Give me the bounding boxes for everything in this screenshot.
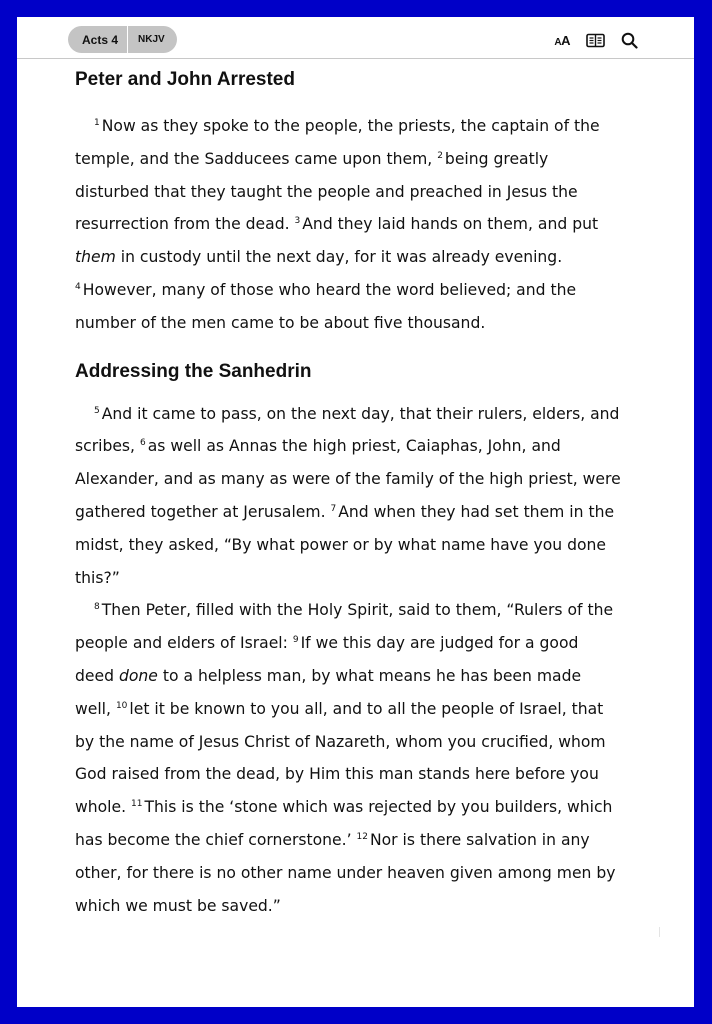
text-line bbox=[75, 594, 650, 627]
verse-text: And they laid hands on them, and put bbox=[302, 215, 599, 234]
verse-text: let it be known to you all, and to all the people of Israel, that bbox=[129, 699, 604, 718]
verse-number: 9 bbox=[292, 635, 299, 646]
scripture-paragraph bbox=[75, 398, 650, 595]
italic-text: done bbox=[118, 666, 158, 685]
verse-text: temple, and the Sadducees came upon them, bbox=[75, 149, 438, 168]
reader-page bbox=[17, 17, 694, 1007]
text-line bbox=[75, 143, 650, 176]
verse-number: 1 bbox=[94, 118, 100, 128]
verse-text: Then Peter, filled with the Holy Spirit, said to them, “Rulers of the bbox=[101, 601, 614, 620]
verse-text: And it came to pass, on the next day, that their rulers, elders, and bbox=[101, 404, 620, 423]
scripture-paragraph bbox=[75, 110, 650, 340]
scripture-paragraph bbox=[75, 594, 650, 922]
text-line bbox=[75, 824, 650, 857]
verse-text: by the name of Jesus Christ of Nazareth, whom you crucified, whom bbox=[75, 732, 606, 751]
text-line bbox=[75, 890, 650, 923]
text-line bbox=[75, 726, 650, 759]
verse-text: And when they had set them in the bbox=[338, 502, 615, 521]
chapter-text bbox=[75, 67, 650, 922]
verse-number: 4 bbox=[75, 281, 81, 292]
italic-text: them bbox=[75, 248, 116, 267]
toolbar-icons bbox=[554, 30, 638, 50]
verse-text: Now as they spoke to the people, the priests, the captain of the bbox=[101, 117, 600, 135]
text-line bbox=[75, 241, 650, 274]
version-button[interactable]: NKJV bbox=[138, 34, 165, 45]
verse-number: 5 bbox=[94, 405, 100, 416]
text-line bbox=[75, 307, 650, 340]
verse-text: gathered together at Jerusalem. bbox=[75, 502, 331, 521]
verse-text: midst, they asked, “By what power or by what name have you done bbox=[75, 535, 606, 554]
verse-text: other, for there is no other name under heaven given among men by bbox=[75, 863, 616, 882]
verse-text: whole. bbox=[75, 798, 132, 817]
verse-text: people and elders of Israel: bbox=[75, 634, 293, 653]
text-line bbox=[75, 398, 650, 431]
verse-number: 11 bbox=[131, 799, 143, 810]
verse-text: in custody until the next day, for it was already evening. bbox=[115, 248, 563, 267]
text-line bbox=[75, 562, 650, 595]
verse-text: Alexander, and as many as were of the family of the high priest, were bbox=[75, 470, 621, 489]
text-line bbox=[75, 274, 650, 307]
verse-text: number of the men came to be about five thousand. bbox=[75, 313, 486, 332]
verse-number: 3 bbox=[294, 216, 301, 227]
verse-text: God raised from the dead, by Him this man stands here before you bbox=[75, 765, 599, 784]
verse-text: which we must be saved.” bbox=[75, 896, 281, 915]
verse-number: 12 bbox=[356, 831, 368, 842]
text-line bbox=[75, 463, 650, 496]
section-heading: Peter and John Arrested bbox=[75, 69, 295, 90]
text-line bbox=[75, 529, 650, 562]
text-line bbox=[75, 693, 650, 726]
verse-number: 6 bbox=[139, 438, 146, 449]
verse-text: scribes, bbox=[75, 437, 140, 456]
verse-text: This is the ‘stone which was rejected by you builders, which bbox=[144, 798, 613, 817]
verse-text: resurrection from the dead. bbox=[75, 215, 295, 234]
text-line bbox=[75, 627, 650, 660]
text-line bbox=[75, 496, 650, 529]
verse-number: 8 bbox=[94, 602, 100, 613]
verse-text: as well as Annas the high priest, Caiaphas, John, and bbox=[147, 437, 561, 456]
verse-text: If we this day are judged for a good bbox=[300, 634, 579, 653]
scroll-indicator bbox=[659, 927, 660, 937]
verse-text: this?” bbox=[75, 568, 120, 587]
verse-text: well, bbox=[75, 699, 116, 718]
verse-text: disturbed that they taught the people and preached in Jesus the bbox=[75, 182, 578, 201]
text-line bbox=[75, 660, 650, 693]
verse-number: 2 bbox=[437, 150, 443, 161]
text-line bbox=[75, 791, 650, 824]
verse-number: 7 bbox=[330, 503, 337, 514]
verse-text: to a helpless man, by what means he has been made bbox=[157, 666, 582, 685]
text-line bbox=[75, 857, 650, 890]
verse-text: has become the chief cornerstone.’ bbox=[75, 830, 357, 849]
passage-selector bbox=[68, 26, 177, 53]
top-bar bbox=[17, 17, 694, 59]
search-icon[interactable] bbox=[621, 32, 638, 49]
verse-text: Nor is there salvation in any bbox=[369, 830, 590, 849]
verse-text: deed bbox=[75, 666, 119, 685]
text-line bbox=[75, 208, 650, 241]
verse-text: being greatly bbox=[444, 149, 549, 168]
book-chapter-button[interactable]: Acts 4 bbox=[68, 26, 128, 53]
section-heading: Addressing the Sanhedrin bbox=[75, 360, 312, 382]
verse-number: 10 bbox=[115, 700, 128, 711]
text-line bbox=[75, 110, 650, 143]
book-view-icon[interactable] bbox=[586, 33, 605, 48]
text-line bbox=[75, 430, 650, 463]
text-line bbox=[75, 758, 650, 791]
text-size-icon[interactable]: AA bbox=[554, 32, 570, 48]
text-line bbox=[75, 176, 650, 209]
verse-text: However, many of those who heard the word believed; and the bbox=[82, 280, 577, 299]
